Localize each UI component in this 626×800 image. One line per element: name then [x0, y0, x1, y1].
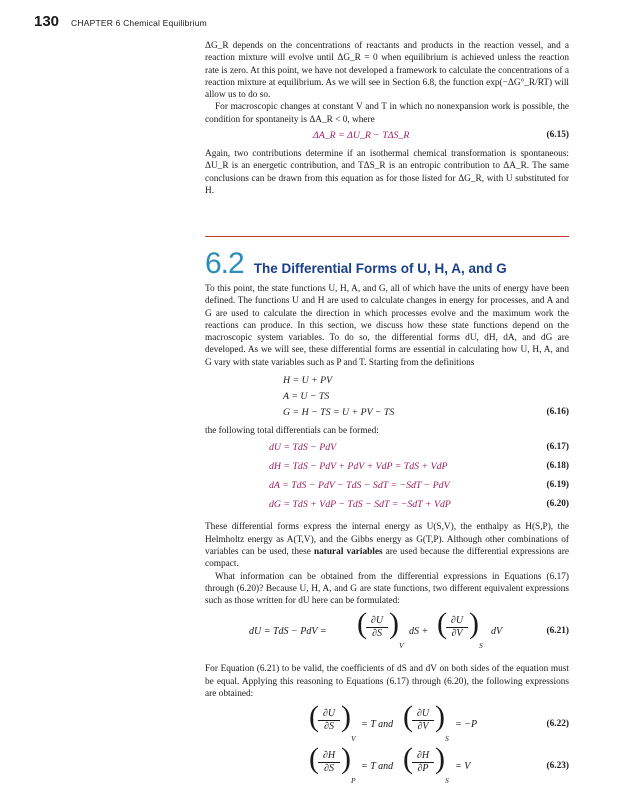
equation-number: (6.16)	[546, 407, 569, 418]
subscript: V	[399, 641, 404, 651]
differential-row	[205, 498, 569, 517]
section-paragraph-4: What information can be obtained from the differential expressions in Equations (6.17) through (6.20)? Because U, H, A, and G are state functions, two different equivalent expressions such as those written for dU here can be formulated:	[205, 571, 569, 607]
close-paren: )	[435, 700, 445, 734]
section-divider	[205, 236, 569, 237]
equation-number: (6.22)	[546, 719, 569, 730]
open-paren: (	[403, 700, 413, 734]
open-paren: (	[309, 742, 319, 776]
section-title: The Differential Forms of U, H, A, and G	[253, 261, 507, 276]
definitions	[205, 374, 569, 422]
equation-text: G = H − TS = U + PV − TS	[283, 407, 395, 419]
close-paren: )	[435, 742, 445, 776]
numerator: ∂H	[318, 750, 340, 763]
equation-text: dA = TdS − PdV − TdS − SdT = −SdT − PdV	[269, 480, 450, 492]
equation-6-22	[205, 700, 569, 746]
equation-number: (6.19)	[546, 480, 569, 491]
equation-number: (6.20)	[546, 499, 569, 510]
equation-text: ΔA_R = ΔU_R − TΔS_R	[313, 130, 410, 142]
open-paren: (	[437, 607, 447, 641]
equation-term: dV	[491, 626, 503, 638]
equation-term: dS +	[409, 626, 429, 638]
close-paren: )	[469, 607, 479, 641]
page-number: 130	[34, 13, 60, 30]
numerator: ∂U	[366, 615, 388, 628]
numerator: ∂U	[446, 615, 468, 628]
section-paragraph-5: For Equation (6.21) to be valid, the coefficients of dS and dV on both sides of the equation must be equal. Applying this reasoning to Equations (6.17) through (6.20), the following expressions are obtained:	[205, 664, 569, 700]
denominator: ∂S	[372, 628, 382, 640]
equation-term: = −P	[455, 719, 478, 731]
intro-paragraph-1: ΔG_R depends on the concentrations of reactants and products in the reaction vessel, and a reaction mixture will evolve until ΔG_R = 0 when equilibrium is achieved unless the reaction rate is zero. At this point, we have not developed a framework to calculate the concentrations of a reaction mixture at equilibrium. As we will see in Section 6.8, the function exp(−ΔG°_R/RT) will allow us to do so.	[205, 41, 569, 101]
subscript: P	[351, 776, 356, 786]
natural-variables-term: natural variables	[313, 546, 383, 557]
close-paren: )	[341, 700, 351, 734]
differential-row	[205, 479, 569, 498]
partial-fraction	[412, 750, 434, 775]
equation-number: (6.17)	[546, 442, 569, 453]
partial-fraction	[318, 750, 340, 775]
equation-text: dH = TdS − PdV + PdV + VdP = TdS + VdP	[269, 461, 448, 473]
equation-number: (6.18)	[546, 461, 569, 472]
equation-lhs: dU = TdS − PdV =	[249, 626, 327, 638]
subscript: S	[479, 641, 483, 651]
open-paren: (	[309, 700, 319, 734]
equation-text: A = U − TS	[283, 391, 330, 403]
section-body	[205, 283, 569, 788]
denominator: ∂S	[324, 763, 334, 775]
text-run: are used because the differential expressions are compact.	[205, 546, 570, 570]
equation-number: (6.15)	[546, 130, 569, 141]
partial-fraction	[412, 708, 434, 733]
page-header	[34, 13, 207, 31]
subscript: V	[351, 734, 356, 744]
partial-fraction	[446, 615, 468, 640]
equation-6-15	[205, 129, 569, 145]
denominator: ∂S	[324, 721, 334, 733]
denominator: ∂V	[417, 721, 429, 733]
numerator: ∂U	[318, 708, 340, 721]
equation-term: = T and	[361, 761, 394, 773]
numerator: ∂H	[412, 750, 434, 763]
definition-row	[205, 390, 569, 406]
differential-row	[205, 441, 569, 460]
text-run: These differential forms express the internal energy as U(S,V), the enthalpy as H(S,P), the Helmholtz energy as A(T,V), and the Gibbs energy as G(T,P). Although other combinations of variables can be used, these	[205, 522, 569, 557]
equation-number: (6.23)	[546, 761, 569, 772]
definition-row	[205, 374, 569, 390]
differentials	[205, 441, 569, 517]
intro-paragraph-2: For macroscopic changes at constant V and T in which no nonexpansion work is possible, the condition for spontaneity is ΔA_R < 0, where	[205, 102, 569, 125]
subscript: S	[445, 734, 449, 744]
section-paragraph-3	[205, 521, 569, 570]
numerator: ∂U	[412, 708, 434, 721]
equation-6-23	[205, 742, 569, 788]
equation-text: dU = TdS − PdV	[269, 442, 337, 454]
equation-6-21	[205, 607, 569, 657]
section-paragraph-2: the following total differentials can be formed:	[205, 426, 379, 437]
denominator: ∂V	[451, 628, 463, 640]
close-paren: )	[389, 607, 399, 641]
close-paren: )	[341, 742, 351, 776]
equation-term: = V	[455, 761, 471, 773]
chapter-title: CHAPTER 6 Chemical Equilibrium	[71, 18, 207, 28]
open-paren: (	[403, 742, 413, 776]
section-heading	[205, 247, 507, 281]
open-paren: (	[357, 607, 367, 641]
equation-text: H = U + PV	[283, 375, 333, 387]
differential-row	[205, 460, 569, 479]
partial-fraction	[366, 615, 388, 640]
subscript: S	[445, 776, 449, 786]
equation-term: = T and	[361, 719, 394, 731]
section-paragraph-1: To this point, the state functions U, H, A, and G, all of which have the units of energy have been defined. The functions U and H are used to calculate changes in energy for processes, and A and G are used to calculate the direction in which processes evolve and the maximum work the reactions can produce. In this section, we discuss how these state functions depend on the macroscopic system variables. To do so, the differential forms dU, dH, dA, and dG are developed. As we will see, these differential forms are essential in calculating how U, H, A, and G vary with state variables such as P and T. Starting from the definitions	[205, 284, 569, 368]
denominator: ∂P	[417, 763, 429, 775]
equation-text: dG = TdS + VdP − TdS − SdT = −SdT + VdP	[269, 499, 451, 511]
partial-fraction	[318, 708, 340, 733]
equation-number: (6.21)	[546, 626, 569, 637]
intro-block	[205, 40, 569, 197]
section-number: 6.2	[205, 247, 244, 280]
intro-paragraph-3: Again, two contributions determine if an isothermal chemical transformation is spontaneous: ΔU_R is an energetic contribution, and TΔS_R is an entropic contribution to ΔA_R. The same conclusions can be drawn from this equation as for those listed for ΔG_R, with U substituted for H.	[205, 149, 569, 196]
definition-row	[205, 406, 569, 422]
